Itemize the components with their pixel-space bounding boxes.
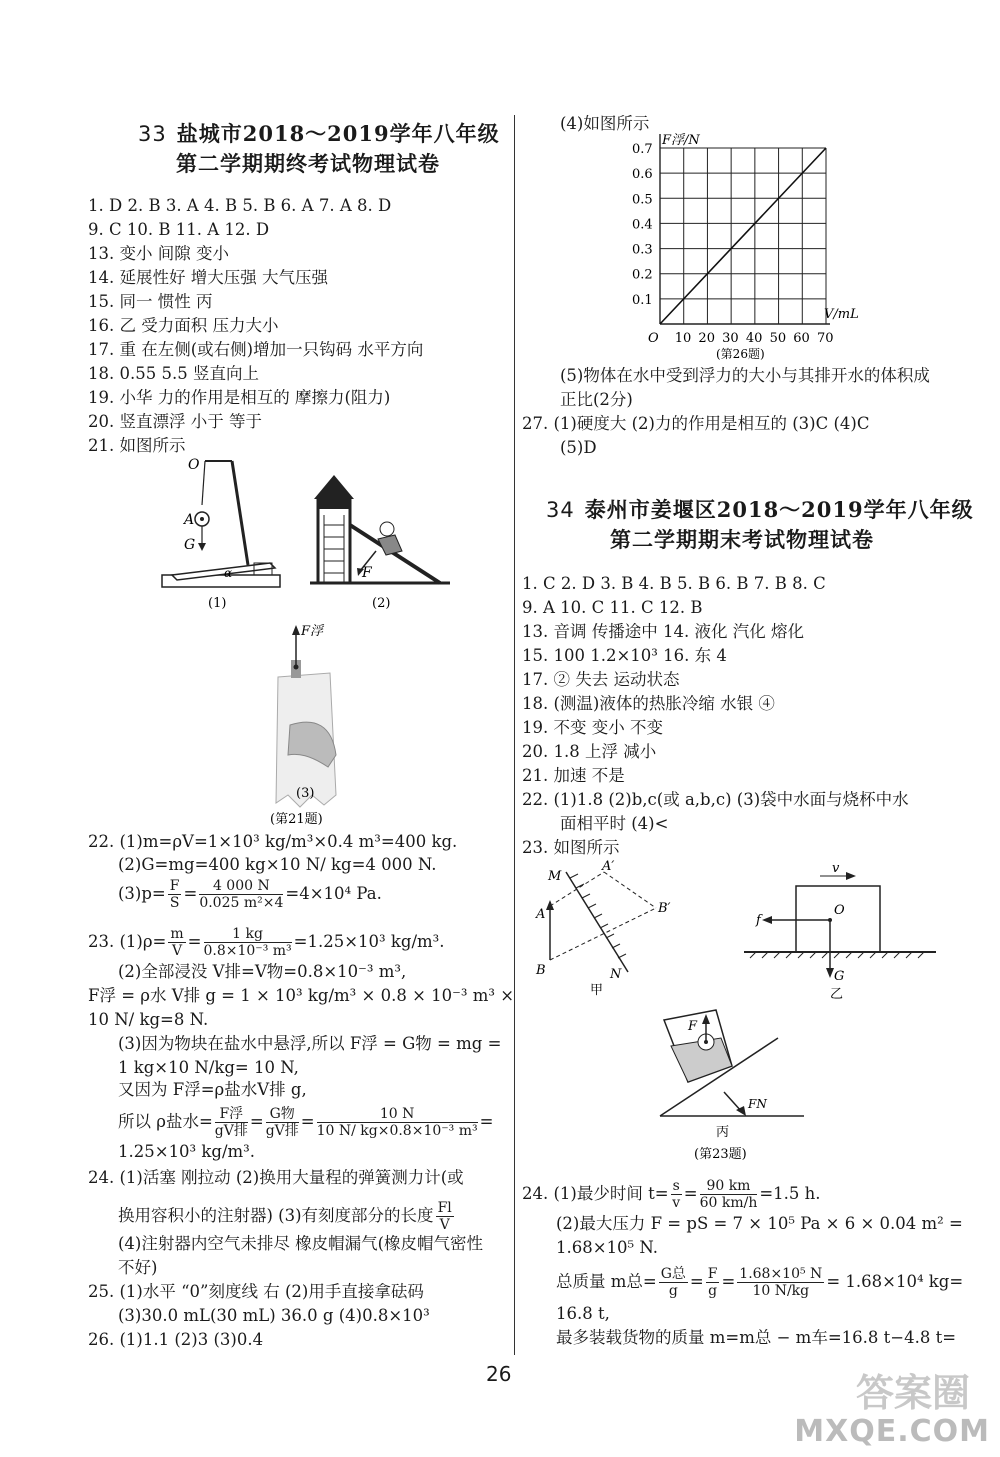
fig21-label-a: A: [184, 512, 195, 528]
s33-line-11: 21. 如图所示: [88, 436, 186, 455]
x-tick-6: 70: [817, 331, 834, 346]
s34q24-eq-3: =: [721, 1272, 736, 1291]
s34q24-frac-b: [700, 1178, 758, 1211]
q23-line-8-frac-1-num: F浮: [215, 1106, 248, 1123]
x-tick-0: 10: [674, 331, 692, 346]
fig21-label-o: O: [188, 457, 200, 473]
q23-line-8-frac-1-den: gV排: [214, 1123, 248, 1139]
q23-frac-b: [204, 926, 292, 959]
q22-line-2: (2)G=mg=400 kg×10 N/ kg=4 000 N.: [118, 855, 437, 874]
q23-line-3: F浮 = ρ水 V排 g = 1 × 10³ kg/m³ × 0.8 × 10⁻³ m³ ×: [88, 986, 515, 1005]
s34-q24-line-1-frac-1: [671, 1178, 682, 1211]
q23-line-6: 1 kg×10 N/kg= 10 N,: [118, 1058, 299, 1077]
page-number: 26: [486, 1362, 512, 1386]
q26-5a: (5)物体在水中受到浮力的大小与其排开水的体积成: [560, 366, 930, 385]
q23-line-1-frac-1-num: m: [170, 926, 184, 942]
q26-line: 26. (1)1.1 (2)3 (3)0.4: [88, 1330, 264, 1349]
s34-q24-line-1-text-0: 24. (1)最少时间 t=: [522, 1184, 669, 1203]
section-34-subtitle: 第二学期期末考试物理试卷: [610, 527, 874, 552]
fig21-label-g: G: [184, 537, 196, 553]
q24-line-2: [118, 1200, 456, 1233]
fig23-yi: 乙: [830, 987, 844, 1002]
s34-q24-line-1-frac-1-num: s: [672, 1178, 680, 1194]
s34q24-result-1: =1.5 h.: [759, 1184, 821, 1203]
q23-line-1-text-0: 23. (1)ρ=: [88, 932, 167, 951]
figure-26-chart: [630, 128, 859, 378]
s34-line-8: 20. 1.8 上浮 减小: [522, 742, 657, 761]
series-line: [660, 148, 826, 324]
fig23-ff: F: [688, 1019, 698, 1034]
q23-line-2: (2)全部浸没 V排=V物=0.8×10⁻³ m³,: [118, 962, 407, 981]
s34-q24-line-4-text-0: 总质量 m总=: [556, 1272, 657, 1291]
s33-line-5: 15. 同一 惯性 丙: [88, 292, 213, 311]
s34-line-5: 17. ② 失去 运动状态: [522, 670, 680, 689]
fig21-label-f: F: [362, 565, 372, 581]
s34-q24-line-4: [556, 1266, 963, 1299]
q23-frac-e-num: 10 N: [317, 1106, 478, 1123]
s34q24-eq-2: =: [689, 1272, 704, 1291]
q24-line-2-text-0: 换用容积小的注射器) (3)有刻度部分的长度: [118, 1206, 434, 1225]
q24-line-1: 24. (1)活塞 刚拉动 (2)换用大量程的弹簧测力计(或: [88, 1168, 464, 1187]
q25-line-1: 25. (1)水平 “0”刻度线 右 (2)用手直接拿砝码: [88, 1282, 424, 1301]
fig23-jia: 甲: [590, 983, 604, 998]
q22-frac-b-num: 4 000 N: [199, 878, 283, 895]
q23-line-8-text-0: 所以 ρ盐水=: [118, 1112, 213, 1131]
s34q24-frac-d-num: F: [707, 1266, 718, 1282]
q27b: (5)D: [560, 438, 597, 457]
q22-result: =4×10⁴ Pa.: [285, 884, 382, 903]
q23-result-1: =1.25×10³ kg/m³.: [293, 932, 445, 951]
q23-line-4: 10 N/ kg=8 N.: [88, 1010, 209, 1029]
y-tick-5: 0.6: [632, 167, 653, 183]
s34q24-frac-d-den: g: [708, 1283, 718, 1299]
fig23-b2: B′: [658, 901, 671, 916]
fig23-fn: FN: [748, 1097, 767, 1111]
y-tick-0: 0.1: [632, 292, 653, 308]
q25-line-2: (3)30.0 mL(30 mL) 36.0 g (4)0.8×10³: [118, 1306, 430, 1325]
figure-21-1: [162, 457, 280, 611]
q23-eq-1: =: [187, 932, 202, 951]
s34-q24-line-5: 16.8 t,: [556, 1304, 610, 1323]
x-tick-4: 50: [769, 331, 787, 346]
q24-frac-den: V: [439, 1217, 450, 1233]
section-34-title: 34 泰州市姜堰区2018～2019学年八年级: [546, 497, 974, 522]
figure-23-bing: [660, 1010, 804, 1162]
s33-line-2: 9. C 10. B 11. A 12. D: [88, 220, 270, 239]
y-tick-4: 0.5: [632, 192, 653, 208]
fig21-caption-2: (2): [372, 596, 391, 611]
x-axis-label: V/mL: [824, 307, 859, 322]
q23-frac-e: [317, 1106, 478, 1139]
q23-line-1: [88, 926, 445, 959]
s33-line-1: 1. D 2. B 3. A 4. B 5. B 6. A 7. A 8. D: [88, 196, 392, 215]
s34q24-frac-b-den: 60 km/h: [699, 1195, 758, 1211]
fig23-caption: (第23题): [694, 1147, 747, 1162]
section-33-subtitle: 第二学期期终考试物理试卷: [176, 151, 440, 176]
s34q24-eq-1: =: [683, 1184, 698, 1203]
fig23-m: M: [548, 869, 562, 884]
q23-frac-b-den: 0.8×10⁻³ m³: [203, 943, 292, 959]
figure-21-2: [310, 475, 450, 611]
s34q24-frac-b-num: 90 km: [700, 1178, 758, 1195]
q22-eq-sign: =: [183, 884, 198, 903]
fig23-g: G: [834, 969, 845, 984]
fig23-n: N: [610, 967, 622, 982]
s34q24-frac-e-den: 10 N/kg: [752, 1283, 810, 1299]
y-tick-6: 0.7: [632, 142, 653, 157]
q27a: 27. (1)硬度大 (2)力的作用是相互的 (3)C (4)C: [522, 414, 870, 433]
q23-frac-d-num: G物: [266, 1106, 299, 1123]
q26-4: (4)如图所示: [560, 114, 650, 133]
q22-frac-b: [199, 878, 283, 911]
q22-line-3-frac-1-num: F: [169, 878, 180, 894]
fig23-f: f: [756, 913, 761, 928]
q23-line-7: 又因为 F浮=ρ盐水V排 g,: [118, 1080, 307, 1099]
q23-line-8: [118, 1106, 493, 1139]
s34q24-frac-e: [737, 1266, 824, 1299]
s33-line-6: 16. 乙 受力面积 压力大小: [88, 316, 279, 335]
figure-21: [150, 455, 470, 825]
figure-23-yi: [744, 861, 936, 1002]
q22-line-3-text-0: (3)p=: [118, 884, 166, 903]
fig21-label-alpha: α: [224, 566, 233, 580]
q24-frac-num: Fl: [437, 1200, 452, 1216]
fig23-bing: 丙: [716, 1125, 730, 1140]
q24-frac: [436, 1200, 454, 1233]
fig21-caption: (第21题): [270, 812, 323, 827]
s34-q24-line-4-frac-1-den: g: [668, 1283, 678, 1299]
fig23-v: v: [832, 861, 840, 876]
q23-frac-e-den: 10 N/ kg×0.8×10⁻³ m³: [316, 1123, 478, 1139]
fig23-a2: A′: [602, 859, 615, 874]
q23-line-5: (3)因为物块在盐水中悬浮,所以 F浮 = G物 = mg =: [118, 1034, 502, 1053]
fig23-a: A: [536, 907, 546, 922]
figure-23: [528, 860, 968, 1160]
watermark-url: MXQE.COM: [794, 1414, 990, 1449]
s34-q24-line-4-frac-1: [659, 1266, 688, 1299]
s34-q24-line-1-frac-1-den: v: [672, 1195, 681, 1211]
x-tick-1: 20: [698, 331, 715, 346]
s34-line-3: 13. 音调 传播途中 14. 液化 汽化 熔化: [522, 622, 804, 641]
s33-line-8: 18. 0.55 5.5 竖直向上: [88, 364, 259, 383]
q23-line-1-frac-1-den: V: [171, 943, 183, 959]
q23-frac-b-num: 1 kg: [204, 926, 292, 943]
s34q24-result-2: = 1.68×10⁴ kg=: [826, 1272, 964, 1291]
s33-line-4: 14. 延展性好 增大压强 大气压强: [88, 268, 328, 287]
fig21-caption-1: (1): [208, 596, 227, 611]
q23-eq-2: =: [249, 1112, 264, 1131]
s34-line-1: 1. C 2. D 3. B 4. B 5. B 6. B 7. B 8. C: [522, 574, 826, 593]
fig23-o: O: [834, 903, 845, 918]
s34-q24-line-2: (2)最大压力 F = pS = 7 × 10⁵ Pa × 6 × 0.04 m² =: [556, 1214, 963, 1233]
s33-line-3: 13. 变小 间隙 变小: [88, 244, 229, 263]
s34-line-12: 23. 如图所示: [522, 838, 620, 857]
s34-line-10: 22. (1)1.8 (2)b,c(或 a,b,c) (3)袋中水面与烧杯中水: [522, 790, 909, 809]
s33-line-7: 17. 重 在左侧(或右侧)增加一只钩码 水平方向: [88, 340, 424, 359]
s33-line-10: 20. 竖直漂浮 小于 等于: [88, 412, 262, 431]
s34q24-frac-e-num: 1.68×10⁵ N: [739, 1266, 823, 1282]
q22-line-3-frac-1-den: S: [169, 895, 180, 911]
x-tick-2: 30: [722, 331, 739, 346]
y-axis-label: F浮/N: [662, 133, 700, 148]
q23-frac-d-den: gV排: [265, 1123, 299, 1139]
q23-line-9: 1.25×10³ kg/m³.: [118, 1142, 256, 1161]
fig21-label-ffu: F浮: [301, 624, 324, 639]
q23-eq-3: =: [300, 1112, 315, 1131]
s34-q24-line-1: [522, 1178, 821, 1211]
s34-line-9: 21. 加速 不是: [522, 766, 625, 785]
q22-frac-b-den: 0.025 m²×4: [199, 895, 284, 911]
s34-line-2: 9. A 10. C 11. C 12. B: [522, 598, 703, 617]
figure-23-jia: [535, 859, 671, 998]
watermark-logo: 答案圈: [855, 1371, 970, 1415]
fig23-b: B: [536, 963, 546, 978]
q22-line-3-frac-1: [168, 878, 182, 911]
s33-line-9: 19. 小华 力的作用是相互的 摩擦力(阻力): [88, 388, 391, 407]
s34-q24-line-4-frac-1-num: G总: [660, 1266, 686, 1282]
section-33-title: 33 盐城市2018～2019学年八年级: [138, 121, 500, 146]
s34-line-6: 18. (测温)液体的热胀冷缩 水银 ④: [522, 694, 775, 713]
q23-line-8-frac-1: [215, 1106, 248, 1139]
column-divider: [514, 115, 515, 1355]
fig21-caption-3: (3): [296, 786, 315, 801]
s34-q24-line-6: 最多装载货物的质量 m=m总 − m车=16.8 t−4.8 t=: [556, 1328, 957, 1347]
q22-line-3: [118, 878, 382, 911]
y-tick-2: 0.3: [632, 242, 653, 258]
q22-line-1: 22. (1)m=ρV=1×10³ kg/m³×0.4 m³=400 kg.: [88, 832, 458, 851]
y-tick-3: 0.4: [632, 217, 653, 233]
q23-eq-4: =: [479, 1112, 494, 1131]
q23-frac-d: [266, 1106, 299, 1139]
y-tick-1: 0.2: [632, 267, 653, 283]
figure-21-3: [270, 624, 336, 827]
q26-5b: 正比(2分): [560, 390, 633, 409]
q23-line-1-frac-1: [168, 926, 185, 959]
s34-q24-line-3: 1.68×10⁵ N.: [556, 1238, 659, 1257]
q24-line-4: 不好): [118, 1258, 158, 1277]
q24-line-3: (4)注射器内空气未排尽 橡皮帽漏气(橡皮帽气密性: [118, 1234, 484, 1253]
s34q24-frac-d: [706, 1266, 720, 1299]
s34-line-4: 15. 100 1.2×10³ 16. 东 4: [522, 646, 727, 665]
x-tick-3: 40: [745, 331, 763, 346]
x-tick-5: 60: [793, 331, 810, 346]
s34-line-7: 19. 不变 变小 不变: [522, 718, 663, 737]
s34-line-11: 面相平时 (4)<: [560, 814, 669, 833]
chart-title: (第26题): [716, 347, 765, 361]
origin-label: O: [648, 331, 659, 346]
